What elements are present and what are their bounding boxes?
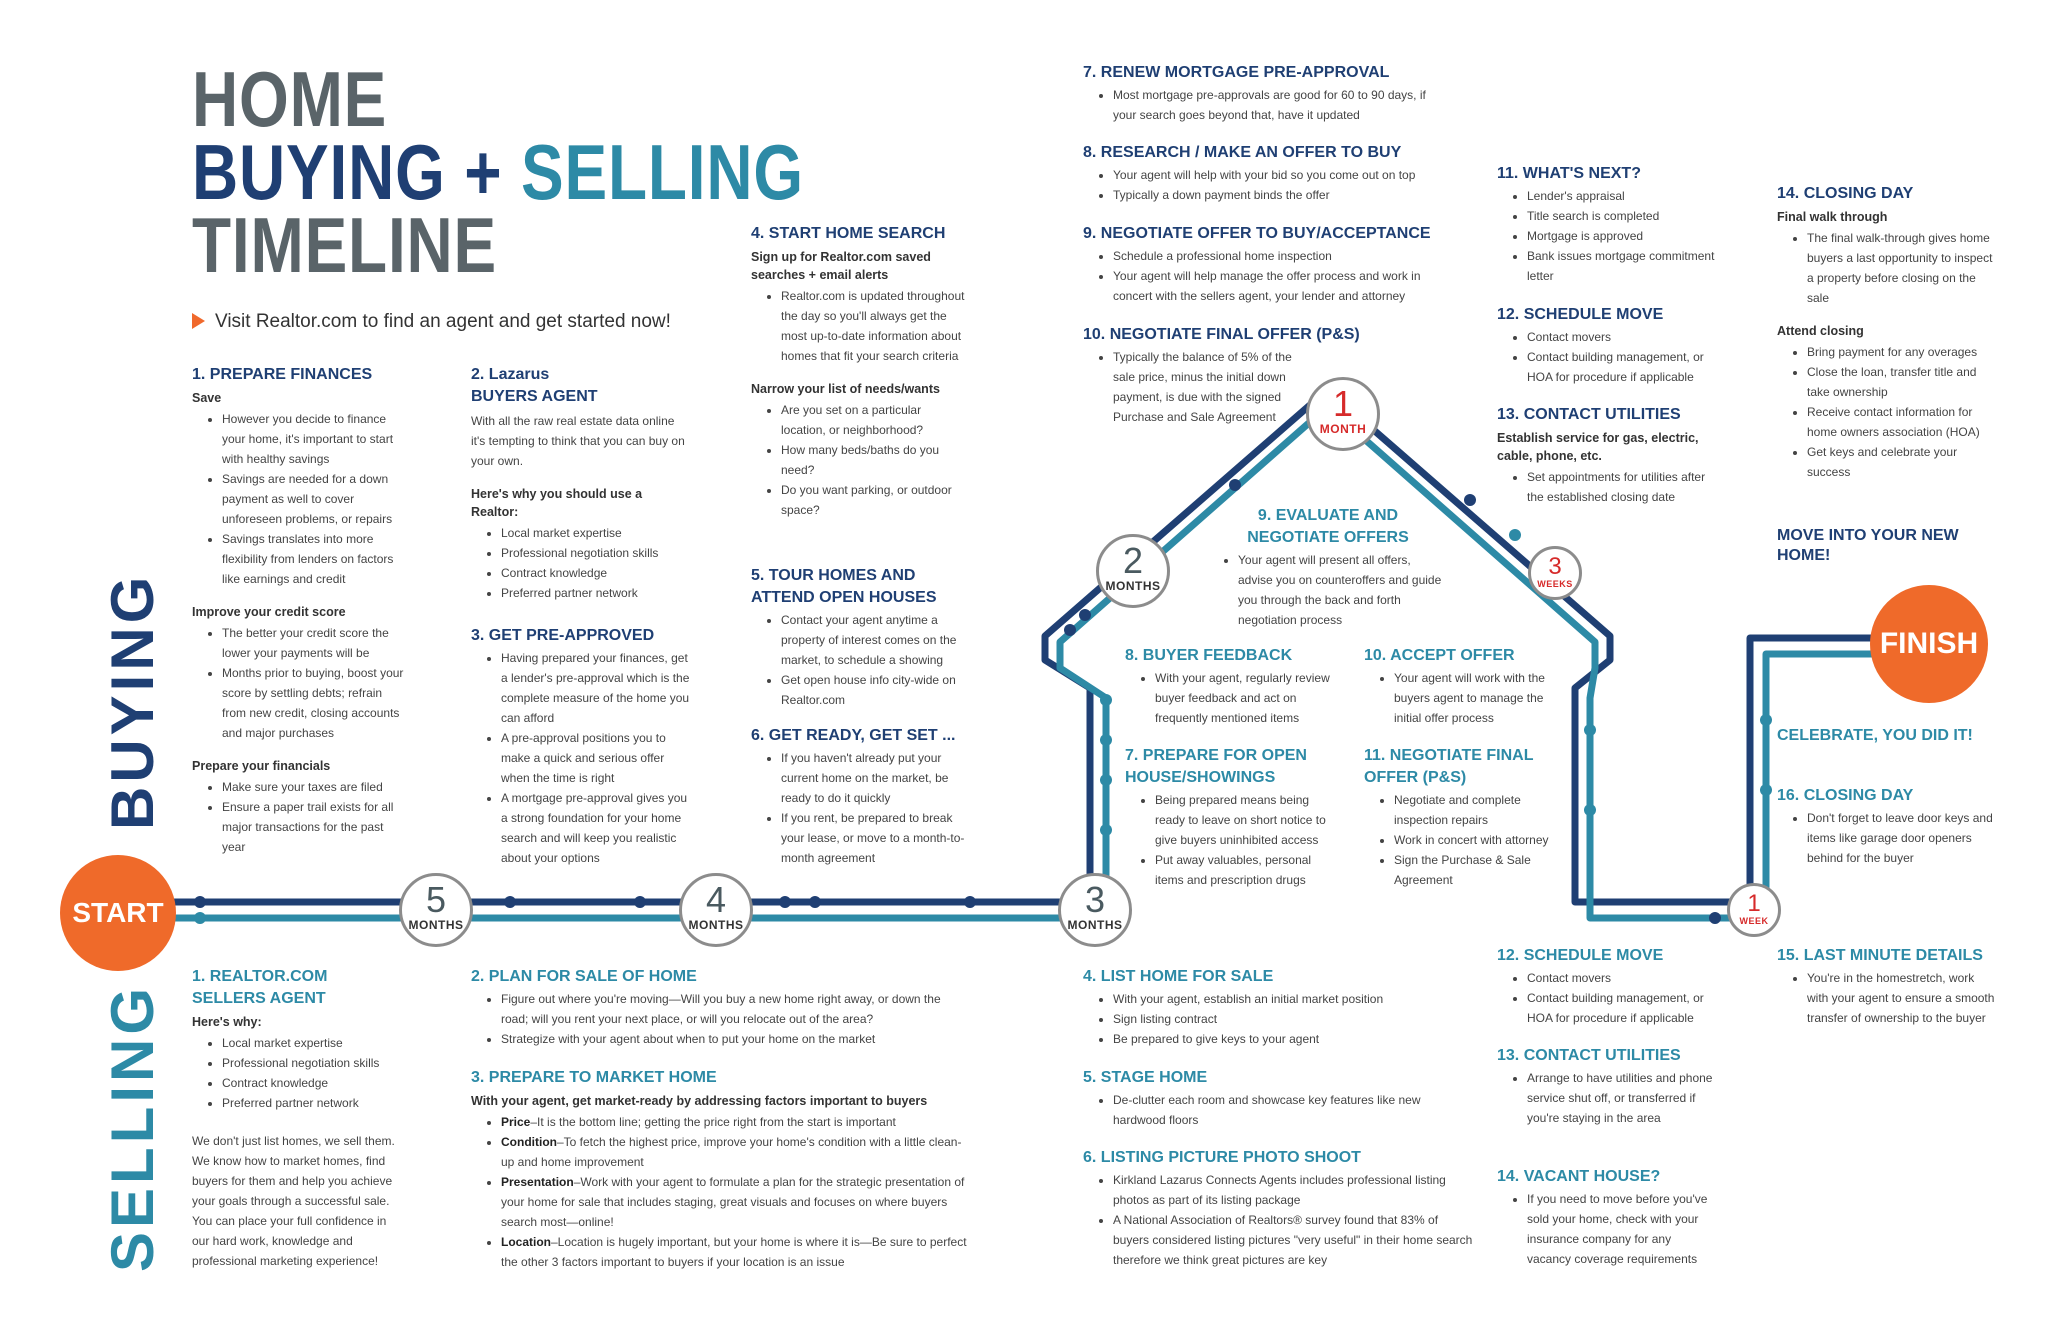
buy-step-4	[751, 224, 966, 520]
step-list	[751, 286, 966, 366]
side-label-buying: BUYING	[99, 572, 166, 830]
list-item: • Contact building management, or HOA for procedure if applicable	[1527, 347, 1717, 387]
step-title: OFFER (P&S)	[1364, 769, 1467, 786]
sell-step-5	[1083, 1068, 1463, 1130]
sell-step-15	[1777, 946, 1997, 1028]
step-title: 11. WHAT'S NEXT?	[1497, 165, 1641, 182]
sell-step-6	[1083, 1148, 1473, 1270]
list-item: • If you haven't already put your current home on the market, be ready to do it quickly	[781, 748, 966, 808]
list-item: • Close the loan, transfer title and take ownership	[1807, 362, 1997, 402]
list-item: • You're in the homestretch, work with your agent to ensure a smooth transfer of ownership to the buyer	[1807, 968, 1997, 1028]
buy-step-12	[1497, 305, 1717, 387]
list-item: • A pre-approval positions you to make a quick and serious offer when the time is right	[501, 728, 691, 788]
list-item: • However you decide to finance your home, it's important to start with healthy savings	[222, 409, 407, 469]
list-item: • Professional negotiation skills	[501, 543, 691, 563]
sell-step-3	[471, 1068, 971, 1272]
step-title: 9. NEGOTIATE OFFER TO BUY/ACCEPTANCE	[1083, 225, 1431, 242]
milestone-label: WEEKS	[1537, 579, 1573, 589]
step-list	[751, 748, 966, 868]
title-buying: BUYING	[192, 128, 446, 216]
step-title: ATTEND OPEN HOUSES	[751, 589, 937, 606]
list-item: • Ensure a paper trail exists for all major transactions for the past year	[222, 797, 407, 857]
step-title: 8. BUYER FEEDBACK	[1125, 647, 1293, 664]
sell-step-4	[1083, 967, 1463, 1049]
step-title: 12. SCHEDULE MOVE	[1497, 306, 1664, 323]
milestone-label: MONTHS	[408, 918, 464, 932]
step-list	[751, 400, 966, 520]
buy-step-10	[1083, 325, 1360, 427]
step-title: 5. STAGE HOME	[1083, 1069, 1208, 1086]
step-list	[1125, 668, 1330, 728]
step-list	[1497, 968, 1717, 1028]
step-sub: Attend closing	[1777, 324, 1864, 338]
step-list	[1497, 467, 1717, 507]
step-list	[1083, 246, 1443, 306]
step-sub: Final walk through	[1777, 210, 1888, 224]
list-item: • Typically a down payment binds the offer	[1113, 185, 1443, 205]
list-item	[501, 1232, 971, 1272]
factor-text: –Location is hugely important, but your home is where it is—Be sure to perfect the other 3 factors important to buyers if your location is an issue	[501, 1235, 967, 1269]
factor-key: Location	[501, 1235, 551, 1249]
buy-step-11	[1497, 164, 1717, 286]
step-title: 14. CLOSING DAY	[1777, 185, 1914, 202]
list-item: • Bank issues mortgage commitment letter	[1527, 246, 1717, 286]
step-list	[1364, 668, 1564, 728]
milestone-label: MONTHS	[688, 918, 744, 932]
move-in-callout: MOVE INTO YOUR NEW HOME!	[1777, 527, 1959, 564]
step-sub: Prepare your financials	[192, 759, 331, 773]
factor-text: –Work with your agent to formulate a plan for the strategic presentation of your home for sale that includes staging, great visuals and focuses on where buyers search most—online!	[501, 1175, 965, 1229]
list-item: • Sign the Purchase & Sale Agreement	[1394, 850, 1564, 890]
title-home: HOME	[192, 55, 388, 143]
step-list	[471, 1112, 971, 1272]
list-item: • Preferred partner network	[501, 583, 691, 603]
step-title: 4. LIST HOME FOR SALE	[1083, 968, 1274, 985]
list-item: • Your agent will help manage the offer process and work in concert with the sellers agent, your lender and attorney	[1113, 266, 1443, 306]
buy-step-1	[192, 365, 407, 857]
step-title: 5. TOUR HOMES AND	[751, 567, 916, 584]
step-text: We don't just list homes, we sell them. We know how to market homes, find buyers for them and help you achieve your goals through a successful sale. You can place your full confidence in our hard work, knowledge and professional marketing experience!	[192, 1134, 395, 1268]
list-item: • Savings translates into more flexibility from lenders on factors like earnings and credit	[222, 529, 407, 589]
step-text: With all the raw real estate data online it's tempting to think that you can buy on your own.	[471, 414, 685, 468]
list-item: • A mortgage pre-approval gives you a strong foundation for your home search and will keep you realistic about your options	[501, 788, 691, 868]
buy-step-5	[751, 566, 966, 710]
list-item: • The final walk-through gives home buyers a last opportunity to inspect a property before closing on the sale	[1807, 228, 1997, 308]
start-marker: START	[60, 855, 176, 971]
title-timeline: TIMELINE	[192, 201, 498, 289]
step-title: HOUSE/SHOWINGS	[1125, 769, 1276, 786]
list-item: • Put away valuables, personal items and prescription drugs	[1155, 850, 1330, 890]
step-list	[1083, 347, 1293, 427]
step-list	[471, 648, 691, 868]
step-list	[1777, 968, 1997, 1028]
milestone-label: MONTH	[1319, 422, 1367, 436]
list-item: • Figure out where you're moving—Will you buy a new home right away, or down the road; will you rent your next place, or will you relocate out of the area?	[501, 989, 971, 1029]
sell-step-1	[192, 967, 407, 1271]
step-title: 6. GET READY, GET SET ...	[751, 727, 956, 744]
buy-step-3	[471, 626, 691, 868]
list-item: • Your agent will help with your bid so you come out on top	[1113, 165, 1443, 185]
step-list	[1125, 790, 1330, 890]
sell-step-2	[471, 967, 971, 1049]
list-item: • Most mortgage pre-approvals are good for 60 to 90 days, if your search goes beyond that, have it updated	[1113, 85, 1443, 125]
step-sub: Here's why:	[192, 1015, 262, 1029]
list-item: • Months prior to buying, boost your score by settling debts; refrain from new credit, closing accounts and major purchases	[222, 663, 407, 743]
step-sub: Sign up for Realtor.com saved searches + email alerts	[751, 250, 931, 282]
sell-step-12	[1497, 946, 1717, 1028]
milestone-5-months	[399, 873, 473, 947]
list-item: • Strategize with your agent about when to put your home on the market	[501, 1029, 971, 1049]
list-item: • Kirkland Lazarus Connects Agents includes professional listing photos as part of its listing package	[1113, 1170, 1473, 1210]
list-item: • Savings are needed for a down payment as well to cover unforeseen problems, or repairs	[222, 469, 407, 529]
sell-step-13	[1497, 1046, 1717, 1128]
step-list	[192, 777, 407, 857]
step-list	[1364, 790, 1564, 890]
milestone-4-months	[679, 873, 753, 947]
list-item: • Realtor.com is updated throughout the day so you'll always get the most up-to-date information about homes that fit your search criteria	[781, 286, 966, 366]
list-item: • Contact movers	[1527, 327, 1717, 347]
side-label-selling: SELLING	[99, 983, 166, 1272]
list-item: • Contract knowledge	[222, 1073, 407, 1093]
title-selling: SELLING	[521, 128, 804, 216]
step-title: SELLERS AGENT	[192, 990, 326, 1007]
buy-step-9	[1083, 224, 1443, 306]
list-item: • A National Association of Realtors® survey found that 83% of buyers considered listing pictures "very useful" in their home search therefore we think great pictures are key	[1113, 1210, 1473, 1270]
milestone-1-week	[1727, 883, 1781, 937]
step-list	[1777, 342, 1997, 482]
list-item	[501, 1172, 971, 1232]
milestone-num: 3	[1548, 553, 1562, 580]
sell-step-14	[1497, 1167, 1717, 1269]
list-item: • How many beds/baths do you need?	[781, 440, 966, 480]
step-list	[1497, 186, 1717, 286]
step-list	[1777, 228, 1997, 308]
list-item: • Negotiate and complete inspection repairs	[1394, 790, 1564, 830]
step-title: 9. EVALUATE AND	[1257, 507, 1399, 524]
list-item: • Set appointments for utilities after the established closing date	[1527, 467, 1717, 507]
buy-step-8	[1083, 143, 1443, 205]
list-item: • The better your credit score the lower your payments will be	[222, 623, 407, 663]
step-title: 4. START HOME SEARCH	[751, 225, 946, 242]
step-list	[1083, 165, 1443, 205]
milestone-num: 5	[425, 879, 447, 920]
step-list	[1497, 327, 1717, 387]
step-list	[1083, 1090, 1463, 1130]
buy-step-14	[1777, 184, 1997, 482]
celebrate-callout: CELEBRATE, YOU DID IT!	[1777, 727, 1973, 744]
list-item: • Preferred partner network	[222, 1093, 407, 1113]
milestone-num: 4	[705, 879, 727, 920]
list-item: • With your agent, establish an initial market position	[1113, 989, 1463, 1009]
list-item: • Work in concert with attorney	[1394, 830, 1564, 850]
sell-step-10	[1364, 646, 1564, 728]
buy-step-6	[751, 726, 966, 868]
list-item: • Contact your agent anytime a property of interest comes on the market, to schedule a showing	[781, 610, 966, 670]
step-list	[1777, 808, 1997, 868]
step-list	[192, 1033, 407, 1113]
milestone-1-month	[1306, 377, 1380, 451]
milestone-label: MONTHS	[1105, 579, 1161, 593]
step-list	[192, 623, 407, 743]
step-list	[192, 409, 407, 589]
milestone-label: MONTHS	[1067, 918, 1123, 932]
factor-key: Condition	[501, 1135, 557, 1149]
step-title: 2. Lazarus	[471, 366, 550, 383]
milestone-label: WEEK	[1739, 916, 1769, 926]
step-title: 13. CONTACT UTILITIES	[1497, 1047, 1681, 1064]
list-item: • Contract knowledge	[501, 563, 691, 583]
step-list	[751, 610, 966, 710]
step-title: 3. PREPARE TO MARKET HOME	[471, 1069, 717, 1086]
list-item: • Get keys and celebrate your success	[1807, 442, 1997, 482]
list-item: • Your agent will present all offers, advise you on counteroffers and guide you through the back and forth negotiation process	[1238, 550, 1448, 630]
list-item: • Arrange to have utilities and phone service shut off, or transferred if you're staying in the area	[1527, 1068, 1717, 1128]
milestone-num: 3	[1084, 879, 1106, 920]
factor-text: –It is the bottom line; getting the price right from the start is important	[530, 1115, 896, 1129]
step-sub: Here's why you should use a Realtor:	[471, 487, 643, 519]
step-title: 7. PREPARE FOR OPEN	[1125, 747, 1307, 764]
milestone-3-months	[1058, 873, 1132, 947]
list-item: • Contact building management, or HOA for procedure if applicable	[1527, 988, 1717, 1028]
list-item: • Receive contact information for home owners association (HOA)	[1807, 402, 1997, 442]
list-item	[501, 1112, 971, 1132]
step-title: 7. RENEW MORTGAGE PRE-APPROVAL	[1083, 64, 1390, 81]
step-list	[471, 523, 691, 603]
step-title: 11. NEGOTIATE FINAL	[1364, 747, 1534, 764]
step-title: BUYERS AGENT	[471, 388, 598, 405]
finish-marker: FINISH	[1870, 585, 1988, 703]
list-item: • Local market expertise	[501, 523, 691, 543]
milestone-2-months	[1096, 534, 1170, 608]
step-list	[1083, 1170, 1473, 1270]
step-title: 10. NEGOTIATE FINAL OFFER (P&S)	[1083, 326, 1360, 343]
step-title: 1. REALTOR.COM	[192, 968, 328, 985]
step-title: 1. PREPARE FINANCES	[192, 366, 373, 383]
step-sub: Narrow your list of needs/wants	[751, 382, 940, 396]
milestone-3-weeks	[1528, 546, 1582, 600]
step-list	[1083, 85, 1443, 125]
sell-step-7	[1125, 746, 1330, 890]
step-sub: Save	[192, 391, 222, 405]
step-sub: Improve your credit score	[192, 605, 346, 619]
step-title: NEGOTIATE OFFERS	[1247, 529, 1409, 546]
list-item: • Typically the balance of 5% of the sale price, minus the initial down payment, is due with the signed Purchase and Sale Agreement	[1113, 347, 1293, 427]
step-list	[471, 989, 971, 1049]
list-item	[501, 1132, 971, 1172]
step-list	[1083, 989, 1463, 1049]
list-item: • If you need to move before you've sold your home, check with your insurance company for any vacancy coverage requirements	[1527, 1189, 1717, 1269]
buy-step-13	[1497, 405, 1717, 507]
list-item: • Your agent will work with the buyers agent to manage the initial offer process	[1394, 668, 1564, 728]
list-item: • De-clutter each room and showcase key features like new hardwood floors	[1113, 1090, 1463, 1130]
list-item: • Professional negotiation skills	[222, 1053, 407, 1073]
step-list	[1208, 550, 1448, 630]
step-list	[1497, 1068, 1717, 1128]
list-item: • Title search is completed	[1527, 206, 1717, 226]
factor-text: –To fetch the highest price, improve your home's condition with a little clean-up and home improvement	[501, 1135, 962, 1169]
list-item: • Being prepared means being ready to leave on short notice to give buyers uninhibited access	[1155, 790, 1330, 850]
sell-step-9	[1208, 506, 1448, 630]
milestone-num: 1	[1332, 383, 1354, 424]
list-item: • Mortgage is approved	[1527, 226, 1717, 246]
list-item: • Sign listing contract	[1113, 1009, 1463, 1029]
factor-key: Price	[501, 1115, 531, 1129]
sell-step-11	[1364, 746, 1564, 890]
sell-step-8	[1125, 646, 1330, 728]
milestone-num: 2	[1122, 540, 1144, 581]
step-title: 16. CLOSING DAY	[1777, 787, 1914, 804]
list-item: • Are you set on a particular location, or neighborhood?	[781, 400, 966, 440]
step-list	[1497, 1189, 1717, 1269]
step-title: 12. SCHEDULE MOVE	[1497, 947, 1664, 964]
list-item: • Do you want parking, or outdoor space?	[781, 480, 966, 520]
list-item: • Bring payment for any overages	[1807, 342, 1997, 362]
list-item: • Lender's appraisal	[1527, 186, 1717, 206]
step-title: 3. GET PRE-APPROVED	[471, 627, 655, 644]
step-title: 2. PLAN FOR SALE OF HOME	[471, 968, 697, 985]
list-item: • Local market expertise	[222, 1033, 407, 1053]
step-title: 15. LAST MINUTE DETAILS	[1777, 947, 1983, 964]
step-title: 14. VACANT HOUSE?	[1497, 1168, 1661, 1185]
step-sub: Establish service for gas, electric, cable, phone, etc.	[1497, 431, 1699, 463]
step-sub: With your agent, get market-ready by addressing factors important to buyers	[471, 1094, 928, 1108]
list-item: • Contact movers	[1527, 968, 1717, 988]
milestone-num: 1	[1747, 890, 1761, 917]
list-item: • Don't forget to leave door keys and items like garage door openers behind for the buyer	[1807, 808, 1997, 868]
visit-text: Visit Realtor.com to find an agent and get started now!	[215, 311, 671, 332]
sell-step-16	[1777, 786, 1997, 868]
step-title: 8. RESEARCH / MAKE AN OFFER TO BUY	[1083, 144, 1402, 161]
buy-step-2	[471, 365, 691, 603]
step-title: 10. ACCEPT OFFER	[1364, 647, 1515, 664]
list-item: • Get open house info city-wide on Realtor.com	[781, 670, 966, 710]
step-title: 6. LISTING PICTURE PHOTO SHOOT	[1083, 1149, 1361, 1166]
factor-key: Presentation	[501, 1175, 574, 1189]
list-item: • Make sure your taxes are filed	[222, 777, 407, 797]
list-item: • Schedule a professional home inspection	[1113, 246, 1443, 266]
list-item: • If you rent, be prepared to break your lease, or move to a month-to-month agreement	[781, 808, 966, 868]
list-item: • Be prepared to give keys to your agent	[1113, 1029, 1463, 1049]
buy-step-7	[1083, 63, 1443, 125]
list-item: • With your agent, regularly review buyer feedback and act on frequently mentioned items	[1155, 668, 1330, 728]
step-title: 13. CONTACT UTILITIES	[1497, 406, 1681, 423]
title-plus: +	[464, 128, 503, 216]
list-item: • Having prepared your finances, get a lender's pre-approval which is the complete measure of the home you can afford	[501, 648, 691, 728]
